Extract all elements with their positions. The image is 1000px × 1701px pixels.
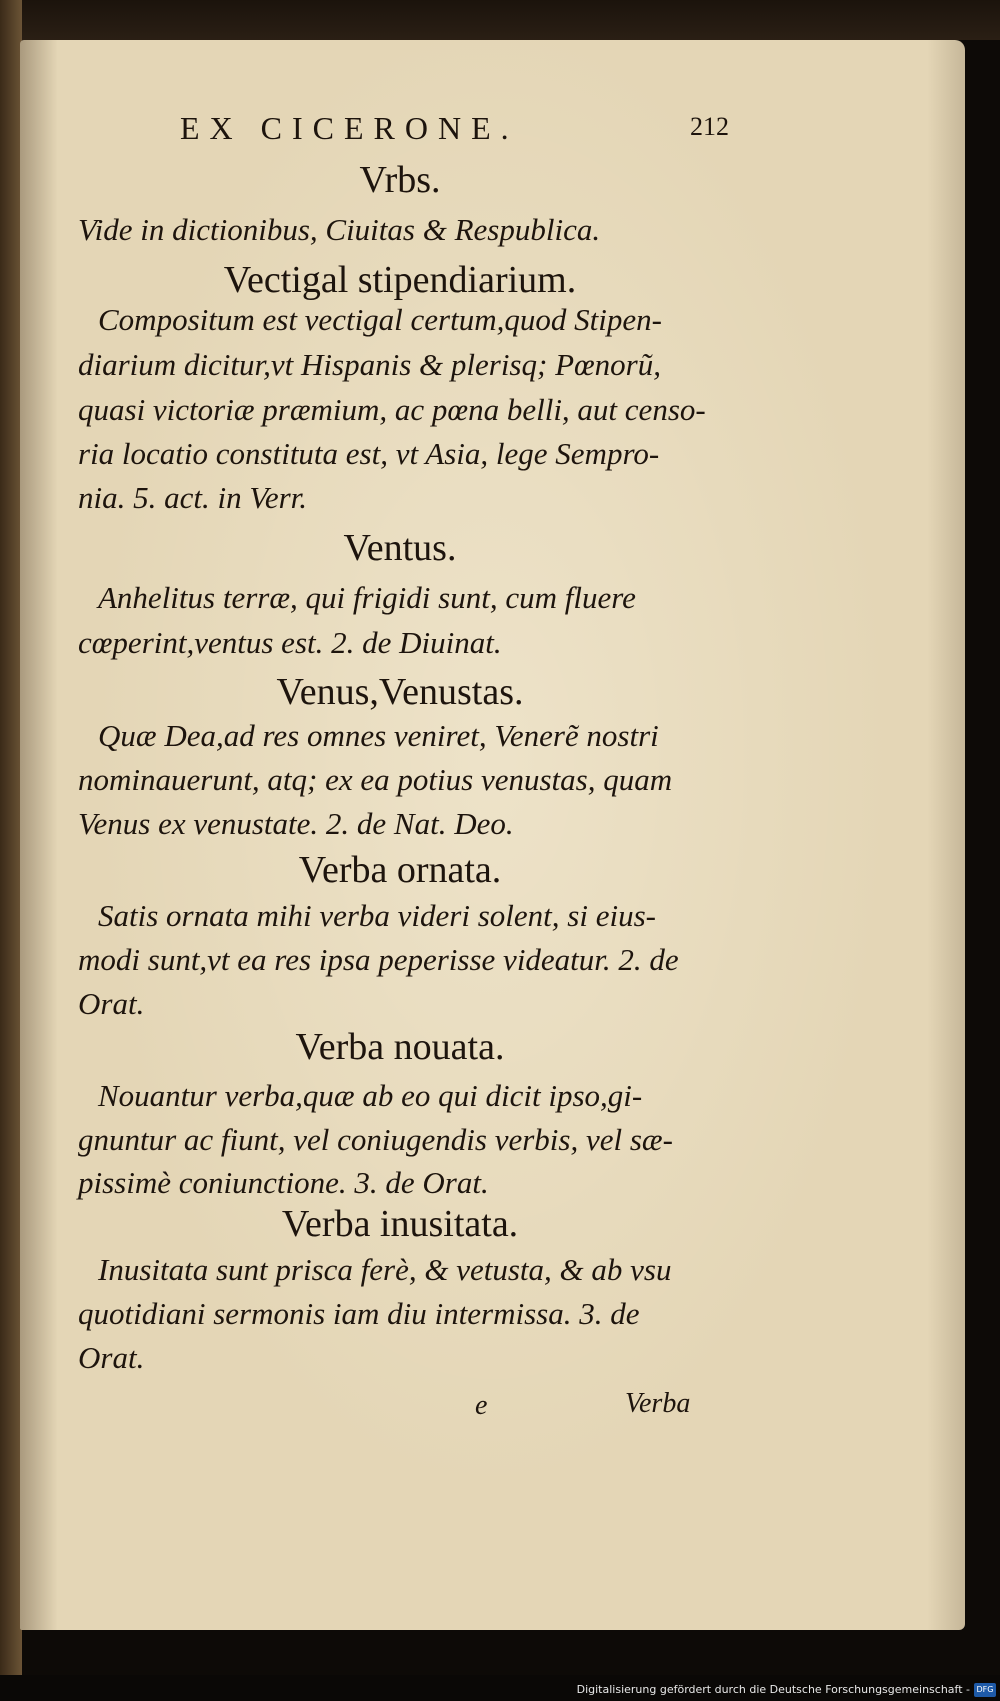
dfg-credit-text: Digitalisierung gefördert durch die Deutsche Forschungsgemeinschaft - (576, 1683, 970, 1696)
entry-line: quotidiani sermonis iam diu intermissa. 3. de (78, 1296, 640, 1331)
entry-heading: Verba ornata. (298, 849, 502, 891)
entry-line: cœperint,ventus est. 2. de Diuinat. (78, 625, 502, 660)
entry-line: diarium dicitur,vt Hispanis & plerisq; Pœnorũ, (78, 347, 661, 382)
catchword: Verba (625, 1388, 691, 1419)
entry-heading: Vrbs. (359, 159, 441, 201)
entry-heading: Venus,Venustas. (276, 671, 524, 713)
entry-heading: Vectigal stipendiarium. (223, 259, 577, 301)
entry-line: Nouantur verba,quæ ab eo qui dicit ipso,gi- (98, 1078, 643, 1113)
entry-heading: Verba nouata. (295, 1026, 505, 1068)
book-page (20, 40, 965, 1630)
entry-line: ria locatio constituta est, vt Asia, lege Sempro- (78, 436, 660, 471)
entry-line: nominauerunt, atq; ex ea potius venustas, quam (78, 762, 673, 797)
book-top-edge (0, 0, 1000, 40)
credit-bar (0, 1675, 1000, 1701)
entry-line: Vide in dictionibus, Ciuitas & Respublica. (78, 212, 601, 247)
entry-line: Anhelitus terræ, qui frigidi sunt, cum fluere (98, 580, 636, 615)
signature-mark: e (475, 1390, 488, 1421)
entry-line: modi sunt,vt ea res ipsa peperisse videatur. 2. de (78, 942, 679, 977)
book-spine-edge (0, 0, 22, 1701)
page-number: 212 (690, 112, 729, 141)
entry-line: nia. 5. act. in Verr. (78, 480, 308, 515)
entry-line: Orat. (78, 1340, 145, 1375)
entry-line: Orat. (78, 986, 145, 1021)
entry-line: Inusitata sunt prisca ferè, & vetusta, & ab vsu (98, 1252, 672, 1287)
entry-heading: Verba inusitata. (281, 1203, 519, 1245)
entry-line: Satis ornata mihi verba videri solent, si eius- (98, 898, 656, 933)
dfg-logo: DFG (974, 1683, 996, 1697)
entry-line: Quæ Dea,ad res omnes veniret, Venerẽ nostri (98, 718, 659, 753)
entry-line: gnuntur ac fiunt, vel coniugendis verbis, vel sæ- (78, 1122, 673, 1157)
entry-line: Compositum est vectigal certum,quod Stipen- (98, 302, 662, 337)
running-header-title: EX CICERONE. (180, 110, 519, 146)
entry-heading: Ventus. (343, 527, 457, 569)
entry-line: pissimè coniunctione. 3. de Orat. (78, 1165, 489, 1200)
entry-line: Venus ex venustate. 2. de Nat. Deo. (78, 806, 514, 841)
entry-line: quasi victoriæ præmium, ac pœna belli, aut censo- (78, 392, 706, 427)
